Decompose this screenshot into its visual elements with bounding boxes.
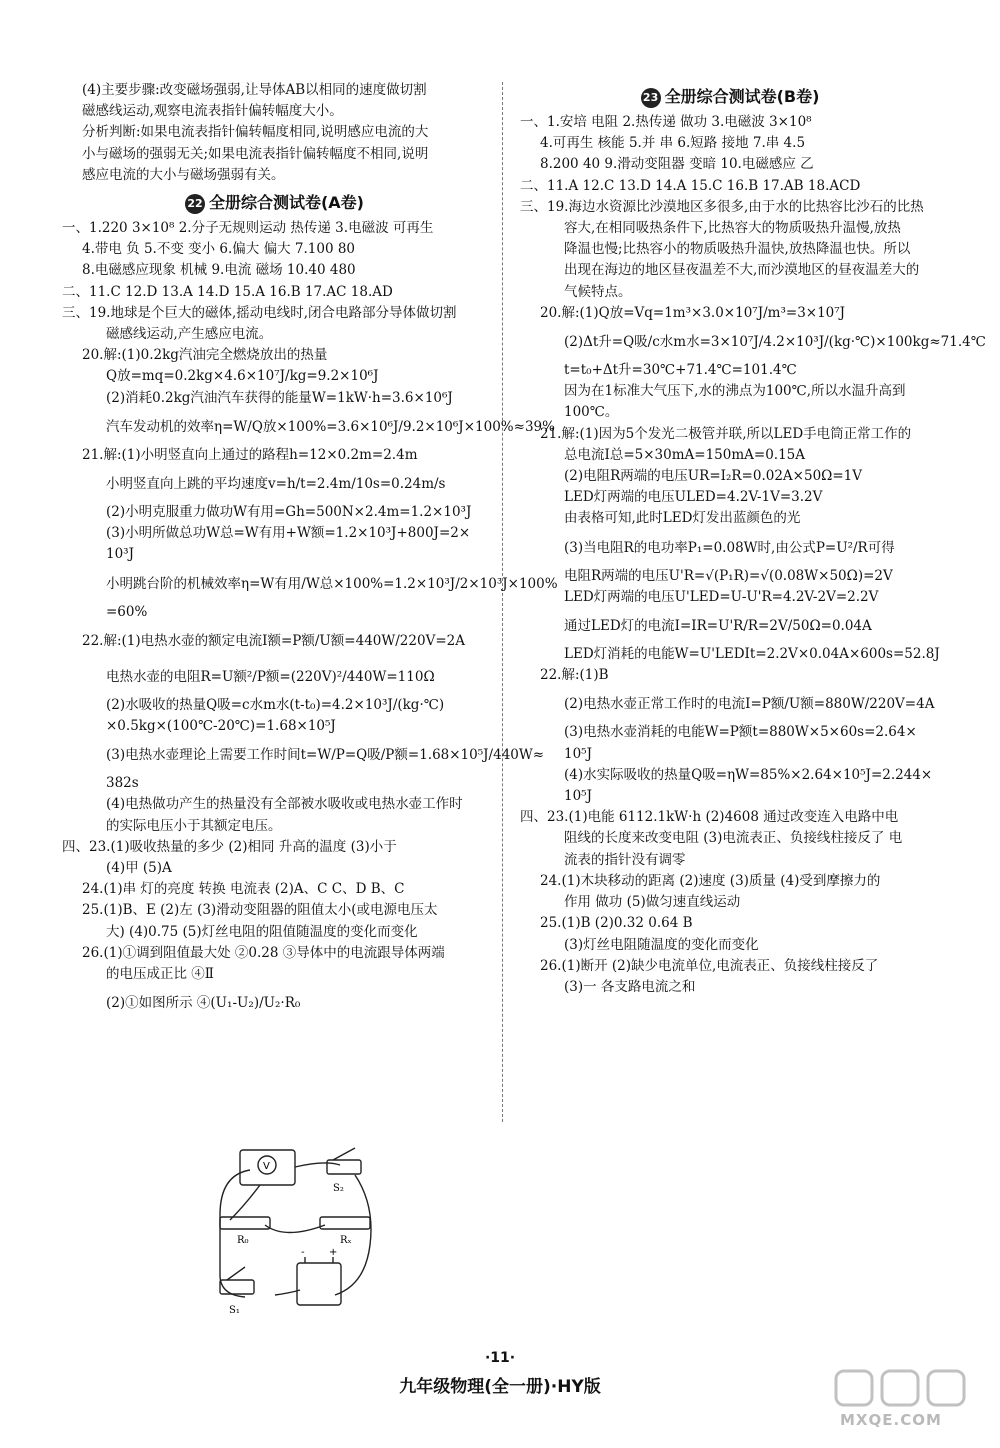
meter-label: V — [263, 1161, 270, 1172]
answer-line: t=t₀+Δt升=30℃+71.4℃=101.4℃ — [564, 362, 797, 379]
answer-line: 的实际电压小于其额定电压。 — [106, 817, 282, 834]
battery-icon — [297, 1263, 341, 1305]
answer-line: 电阻R两端的电压U'R=√(P₁R)=√(0.08W×50Ω)=2V — [564, 567, 893, 584]
answer-line: 21.解:(1)小明竖直向上通过的路程h=12×0.2m=2.4m — [82, 446, 418, 463]
answer-line: 小明竖直向上跳的平均速度v=h/t=2.4m/10s=0.24m/s — [106, 476, 446, 493]
answer-line: 382s — [106, 775, 139, 792]
circuit-wire — [275, 1290, 300, 1295]
circuit-wire — [265, 1225, 325, 1233]
answer-line: 分析判断:如果电流表指针偏转幅度相同,说明感应电流的大 — [82, 124, 429, 141]
watermark-text: MXQE.COM — [840, 1411, 942, 1429]
section-a-title: 全册综合测试卷(A卷) — [208, 193, 364, 213]
answer-line: 二、11.A 12.C 13.D 14.A 15.C 16.B 17.AB 18.ACD — [520, 177, 861, 194]
left-column — [62, 80, 558, 1021]
answer-line: 因为在1标准大气压下,水的沸点为100℃,所以水温升高到 — [564, 383, 906, 400]
answer-line: 20.解:(1)Q放=Vq=1m³×3.0×10⁷J/m³=3×10⁷J — [540, 304, 846, 321]
answer-line: (3)灯丝电阻随温度的变化而变化 — [564, 936, 759, 953]
answer-line: (4)主要步骤:改变磁场强弱,让导体AB以相同的速度做切割 — [82, 82, 427, 98]
circuit-wire — [295, 1163, 340, 1167]
answer-line: 二、11.C 12.D 13.A 14.D 15.A 16.B 17.AC 18.AD — [62, 283, 393, 300]
answer-line: 26.(1)①调到阻值最大处 ②0.28 ③导体中的电流跟导体两端 — [82, 944, 445, 961]
answer-line: (4)电热做功产生的热量没有全部被水吸收或电热水壶工作时 — [106, 796, 463, 813]
answer-line: 的电压成正比 ④Ⅱ — [106, 966, 214, 983]
answer-line: 总电流I总=5×30mA=150mA=0.15A — [564, 446, 806, 463]
answer-line: 10⁵J — [564, 788, 593, 805]
answer-line: 流表的指针没有调零 — [564, 851, 686, 868]
answer-line: (3)一 各支路电流之和 — [564, 978, 696, 995]
page-number: ·11· — [484, 1350, 516, 1366]
right-column — [520, 80, 986, 998]
answer-line: 由表格可知,此时LED灯发出蓝颜色的光 — [564, 510, 801, 527]
answer-line: 三、19.海边水资源比沙漠地区多很多,由于水的比热容比沙石的比热 — [520, 198, 924, 215]
answer-line: 一、1.220 3×10⁸ 2.分子无规则运动 热传递 3.电磁波 可再生 — [62, 220, 434, 237]
answer-line: 4.可再生 核能 5.并 串 6.短路 接地 7.串 4.5 — [540, 135, 806, 152]
rx-label: Rₓ — [340, 1235, 352, 1246]
answer-line: 汽车发动机的效率η=W/Q放×100%=3.6×10⁶J/9.2×10⁶J×100%≈39% — [106, 418, 555, 435]
answer-line: (4)水实际吸收的热量Q吸=ηW=85%×2.64×10⁵J=2.244× — [564, 766, 933, 783]
answer-line: (2)消耗0.2kg汽油汽车获得的能量W=1kW·h=3.6×10⁶J — [106, 389, 453, 406]
answer-line: (2)①如图所示 ④(U₁-U₂)/U₂·R₀ — [106, 995, 301, 1012]
answer-line: (4)甲 (5)A — [106, 860, 172, 877]
answer-line: 感应电流的大小与磁场强弱有关。 — [82, 166, 285, 183]
answer-line: LED灯两端的电压ULED=4.2V-1V=3.2V — [564, 489, 823, 506]
circuit-diagram — [205, 1145, 385, 1315]
answer-line: 降温也慢;比热容小的物质吸热升温快,放热降温也快。所以 — [564, 241, 911, 258]
answer-line: (2)电热水壶正常工作时的电流I=P额/U额=880W/220V=4A — [564, 696, 935, 713]
book-title: 九年级物理(全一册)·HY版 — [399, 1377, 601, 1397]
battery-minus-label: - — [301, 1247, 305, 1258]
resistor-rx-icon — [320, 1217, 370, 1229]
s1-label: S₁ — [229, 1305, 240, 1316]
answer-line: (2)水吸收的热量Q吸=c水m水(t-t₀)=4.2×10³J/(kg·℃) — [106, 696, 445, 713]
answer-line: 四、23.(1)电能 6112.1kW·h (2)4608 通过改变连入电路中电 — [520, 809, 899, 826]
answer-line: 通过LED灯的电流I=IR=U'R/R=2V/50Ω=0.04A — [564, 618, 872, 635]
answer-line: 10⁵J — [564, 745, 593, 762]
switch-s1-icon — [220, 1280, 254, 1294]
answer-line: 作用 做功 (5)做匀速直线运动 — [564, 894, 741, 911]
answer-line: 电热水壶的电阻R=U额²/P额=(220V)²/440W=110Ω — [106, 668, 435, 685]
resistor-r0-icon — [220, 1217, 270, 1229]
answer-line: 22.解:(1)B — [540, 667, 609, 684]
circuit-wire — [220, 1170, 250, 1297]
answer-line: 四、23.(1)吸收热量的多少 (2)相同 升高的温度 (3)小于 — [62, 838, 397, 855]
answer-line: (3)小明所做总功W总=W有用+W额=1.2×10³J+800J=2× — [106, 525, 471, 542]
answer-line: 8.200 40 9.滑动变阻器 变暗 10.电磁感应 乙 — [540, 156, 814, 173]
answer-line: 24.(1)串 灯的亮度 转换 电流表 (2)A、C C、D B、C — [82, 881, 405, 898]
answer-line: Q放=mq=0.2kg×4.6×10⁷J/kg=9.2×10⁶J — [106, 368, 379, 385]
answer-line: (3)电热水壶理论上需要工作时间t=W/P=Q吸/P额=1.68×10⁵J/440W≈ — [106, 747, 545, 764]
switch-s2-icon — [327, 1160, 361, 1174]
answer-line: (3)电热水壶消耗的电能W=P额t=880W×5×60s=2.64× — [564, 724, 917, 741]
section-a-heading — [62, 192, 487, 214]
watermark-logo — [830, 1365, 980, 1435]
answer-line: 25.(1)B (2)0.32 0.64 B — [540, 915, 693, 932]
answer-line: (2)电阻R两端的电压UR=I₂R=0.02A×50Ω=1V — [564, 468, 863, 485]
answer-line: =60% — [106, 603, 148, 620]
column-divider — [502, 82, 503, 1122]
section-number-badge: 23 — [641, 88, 661, 108]
answer-line: 4.带电 负 5.不变 变小 6.偏大 偏大 7.100 80 — [82, 241, 356, 258]
answer-line: 10³J — [106, 546, 135, 563]
answer-line: (2)小明克服重力做功W有用=Gh=500N×2.4m=1.2×10³J — [106, 504, 472, 521]
battery-plus-label: + — [329, 1247, 338, 1258]
answer-line: 22.解:(1)电热水壶的额定电流I额=P额/U额=440W/220V=2A — [82, 632, 465, 649]
circuit-wire — [230, 1185, 260, 1220]
answer-line: 容大,在相同吸热条件下,比热容大的物质吸热升温慢,放热 — [564, 220, 901, 237]
answer-line: LED灯两端的电压U'LED=U-U'R=4.2V-2V=2.2V — [564, 588, 879, 605]
answer-line: (3)当电阻R的电功率P₁=0.08W时,由公式P=U²/R可得 — [564, 539, 895, 556]
answer-line: 磁感线运动,产生感应电流。 — [106, 326, 273, 343]
answer-line: 磁感线运动,观察电流表指针偏转幅度大小。 — [82, 103, 343, 120]
s2-label: S₂ — [333, 1183, 344, 1194]
r0-label: R₀ — [237, 1235, 249, 1246]
answer-line: 8.电磁感应现象 机械 9.电流 磁场 10.40 480 — [82, 262, 356, 279]
answer-line: 24.(1)木块移动的距离 (2)速度 (3)质量 (4)受到摩擦力的 — [540, 872, 881, 889]
answer-line: 25.(1)B、E (2)左 (3)滑动变阻器的阻值太小(或电源电压太 — [82, 902, 438, 919]
answer-line: 出现在海边的地区昼夜温差不大,而沙漠地区的昼夜温差大的 — [564, 262, 920, 279]
answer-line: 小与磁场的强弱无关;如果电流表指针偏转幅度不相同,说明 — [82, 145, 429, 162]
answer-line: 20.解:(1)0.2kg汽油完全燃烧放出的热量 — [82, 347, 328, 364]
answer-line: 21.解:(1)因为5个发光二极管并联,所以LED手电筒正常工作的 — [540, 425, 912, 442]
answer-line: LED灯消耗的电能W=U'LEDIt=2.2V×0.04A×600s=52.8J — [564, 646, 940, 663]
answer-line: 26.(1)断开 (2)缺少电流单位,电流表正、负接线柱接反了 — [540, 957, 879, 974]
section-number-badge: 22 — [185, 194, 205, 214]
section-b-title: 全册综合测试卷(B卷) — [664, 87, 820, 106]
answer-line: 阻线的长度来改变电阻 (3)电流表正、负接线柱接反了 电 — [564, 830, 903, 847]
answer-line: (2)Δt升=Q吸/c水m水=3×10⁷J/4.2×10³J/(kg·℃)×100kg≈71.4℃ — [564, 334, 986, 351]
answer-line: 小明跳台阶的机械效率η=W有用/W总×100%=1.2×10³J/2×10³J×100% — [106, 575, 558, 592]
section-b-heading — [520, 86, 940, 108]
answer-line: 大) (4)0.75 (5)灯丝电阻的阻值随温度的变化而变化 — [106, 923, 418, 940]
answer-line: 气候特点。 — [564, 283, 632, 300]
answer-line: 三、19.地球是个巨大的磁体,摇动电线时,闭合电路部分导体做切割 — [62, 304, 457, 321]
answer-line: 100℃。 — [564, 404, 619, 421]
watermark-stamp-icon — [830, 1365, 980, 1411]
answer-line: ×0.5kg×(100℃-20℃)=1.68×10⁵J — [106, 718, 336, 735]
answer-line: 一、1.安培 电阻 2.热传递 做功 3.电磁波 3×10⁸ — [520, 114, 812, 130]
